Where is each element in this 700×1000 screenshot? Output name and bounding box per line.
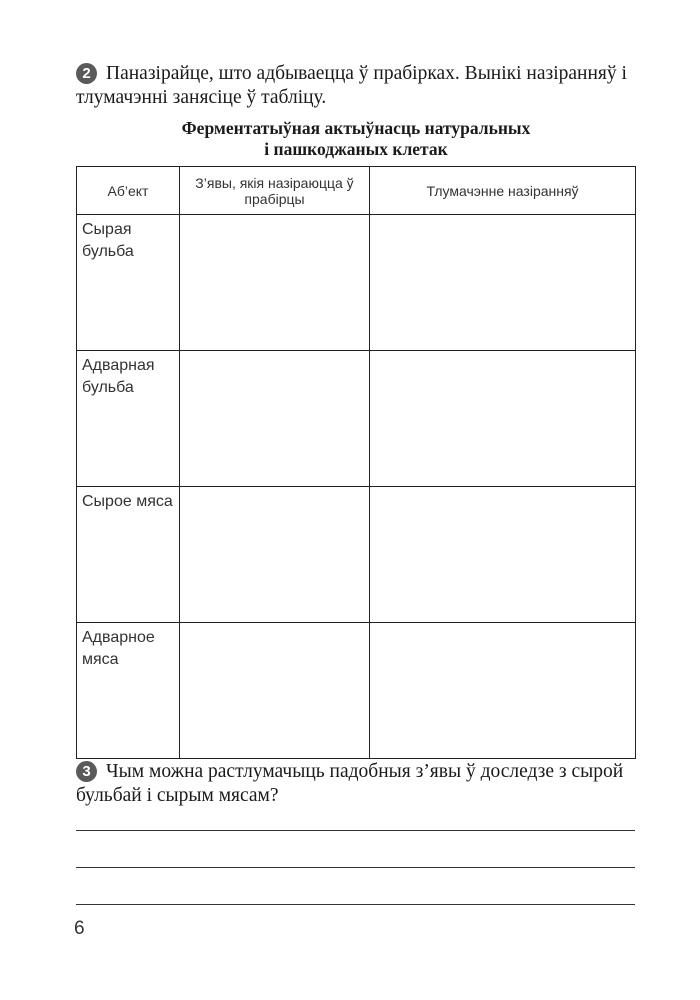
answer-line[interactable] [76,867,635,868]
page-number: 6 [74,918,85,939]
answer-line[interactable] [76,904,635,905]
task-3-text: Чым можна растлумачыць падобныя з’явы ў доследзе з сырой бульбай і сырым мясам? [76,761,624,806]
object-cell: Сырая бульба [77,215,180,351]
table-title [76,118,636,160]
object-cell: Адварное мяса [77,623,180,759]
object-cell: Адварная бульба [77,351,180,487]
phenomena-cell[interactable] [180,623,370,759]
task-3 [76,760,636,808]
object-cell: Сырое мяса [77,487,180,623]
explanation-cell[interactable] [370,487,636,623]
header-object: Аб’ект [77,167,180,215]
task-number-badge: 2 [76,63,97,84]
table-row [77,351,636,487]
header-phenomena: З’явы, якія назіраюцца ў прабірцы [180,167,370,215]
explanation-cell[interactable] [370,351,636,487]
phenomena-cell[interactable] [180,215,370,351]
explanation-cell[interactable] [370,623,636,759]
header-explanation: Тлумачэнне назіранняў [370,167,636,215]
table-title-line-2: і пашкоджаных клетак [264,139,448,159]
task-number-badge: 3 [76,761,97,782]
table-row [77,623,636,759]
task-2 [76,62,636,110]
task-2-text: Паназірайце, што адбываецца ў прабірках. Вынікі назіранняў і тлумачэнні занясіце ў табліцу. [76,63,627,108]
table-title-line-1: Ферментатыўная актыўнасць натуральных [181,118,531,138]
table-row [77,487,636,623]
table-row [77,215,636,351]
observation-table [76,166,636,759]
explanation-cell[interactable] [370,215,636,351]
table-header-row [77,167,636,215]
phenomena-cell[interactable] [180,351,370,487]
answer-line[interactable] [76,830,635,831]
phenomena-cell[interactable] [180,487,370,623]
